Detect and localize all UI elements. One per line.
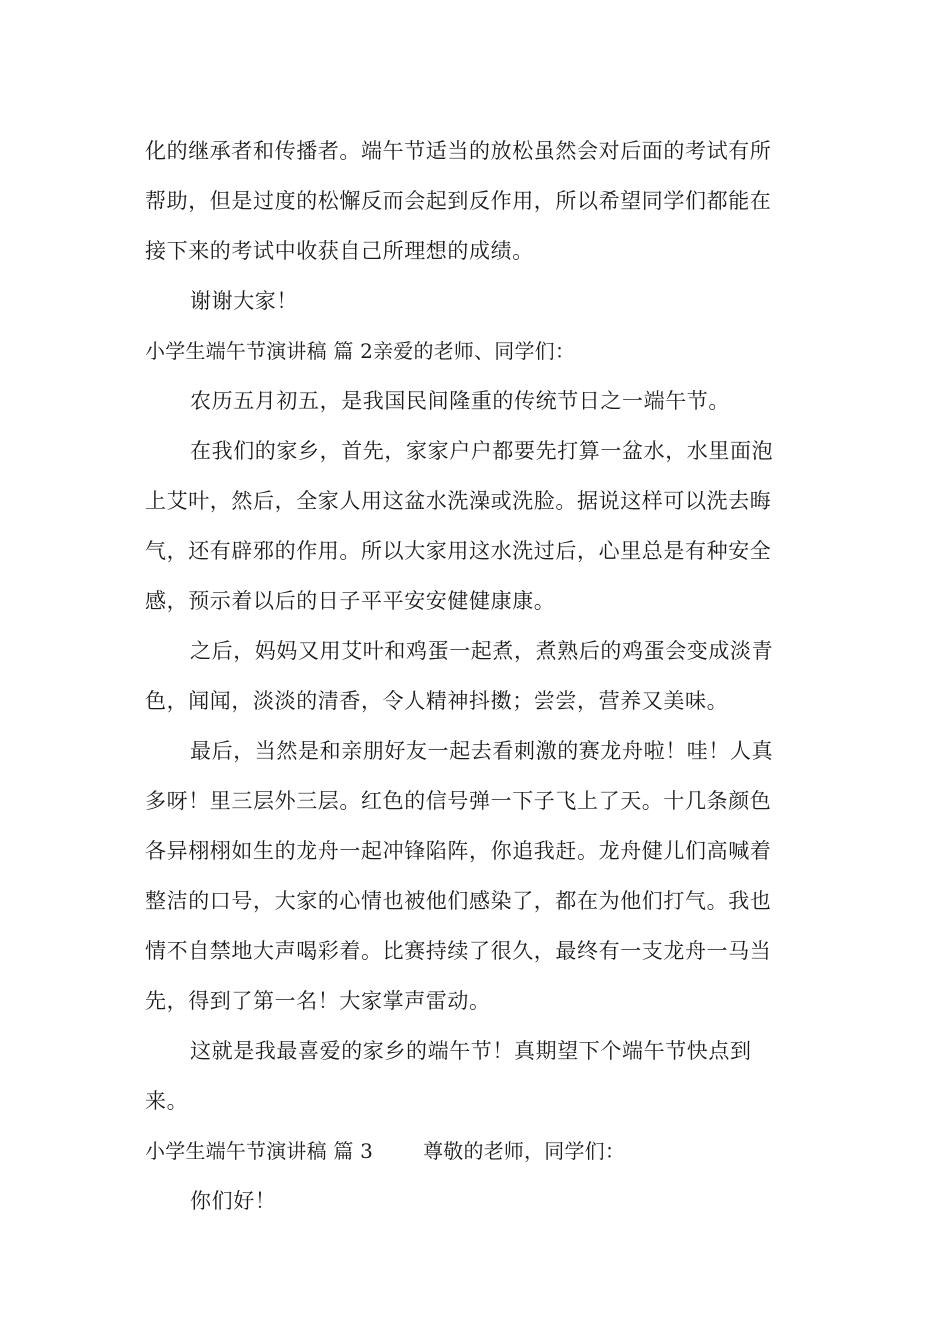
- paragraph-line: 多呀！里三层外三层。红色的信号弹一下子飞上了天。十几条颜色: [145, 789, 772, 813]
- heading-number: 篇 3: [333, 1139, 374, 1163]
- paragraph-line: 帮助，但是过度的松懈反而会起到反作用，所以希望同学们都能在: [145, 189, 772, 213]
- heading-title: 小学生端午节演讲稿: [145, 339, 327, 363]
- paragraph-line: 感，预示着以后的日子平平安安健健康康。: [145, 589, 556, 613]
- paragraph-line: 农历五月初五，是我国民间隆重的传统节日之一端午节。: [190, 389, 730, 413]
- paragraph-line: 化的继承者和传播者。端午节适当的放松虽然会对后面的考试有所: [145, 139, 772, 163]
- paragraph-line: 气，还有辟邪的作用。所以大家用这水洗过后，心里总是有种安全: [145, 539, 772, 563]
- paragraph-line: 在我们的家乡，首先，家家户户都要先打算一盆水，水里面泡: [190, 439, 774, 463]
- paragraph-line: 先，得到了第一名！大家掌声雷动。: [145, 989, 491, 1013]
- paragraph-line: 来。: [145, 1089, 189, 1113]
- paragraph-line: 你们好！: [190, 1189, 277, 1213]
- heading-greeting: 尊敬的老师，同学们：: [423, 1139, 626, 1163]
- paragraph-line: 整洁的口号，大家的心情也被他们感染了，都在为他们打气。我也: [145, 889, 772, 913]
- heading-number: 篇 2: [333, 339, 374, 363]
- paragraph-line: 最后，当然是和亲朋好友一起去看刺激的赛龙舟啦！哇！人真: [190, 739, 774, 763]
- paragraph-line: 上艾叶，然后，全家人用这盆水洗澡或洗脸。据说这样可以洗去晦: [145, 489, 772, 513]
- paragraph-line: 接下来的考试中收获自己所理想的成绩。: [145, 239, 534, 263]
- paragraph-line: 色，闻闻，淡淡的清香，令人精神抖擞；尝尝，营养又美味。: [145, 689, 729, 713]
- paragraph-line: 这就是我最喜爱的家乡的端午节！真期望下个端午节快点到: [190, 1039, 752, 1063]
- paragraph-line: 之后，妈妈又用艾叶和鸡蛋一起煮，煮熟后的鸡蛋会变成淡青: [190, 639, 774, 663]
- thanks-line: 谢谢大家！: [190, 289, 298, 313]
- heading-title: 小学生端午节演讲稿: [145, 1139, 327, 1163]
- heading-greeting: 亲爱的老师、同学们：: [373, 339, 576, 363]
- paragraph-line: 各异栩栩如生的龙舟一起冲锋陷阵，你追我赶。龙舟健儿们高喊着: [145, 839, 772, 863]
- section-heading-2: [145, 336, 805, 366]
- section-heading-3: [145, 1136, 805, 1166]
- paragraph-line: 情不自禁地大声喝彩着。比赛持续了很久，最终有一支龙舟一马当: [145, 939, 772, 963]
